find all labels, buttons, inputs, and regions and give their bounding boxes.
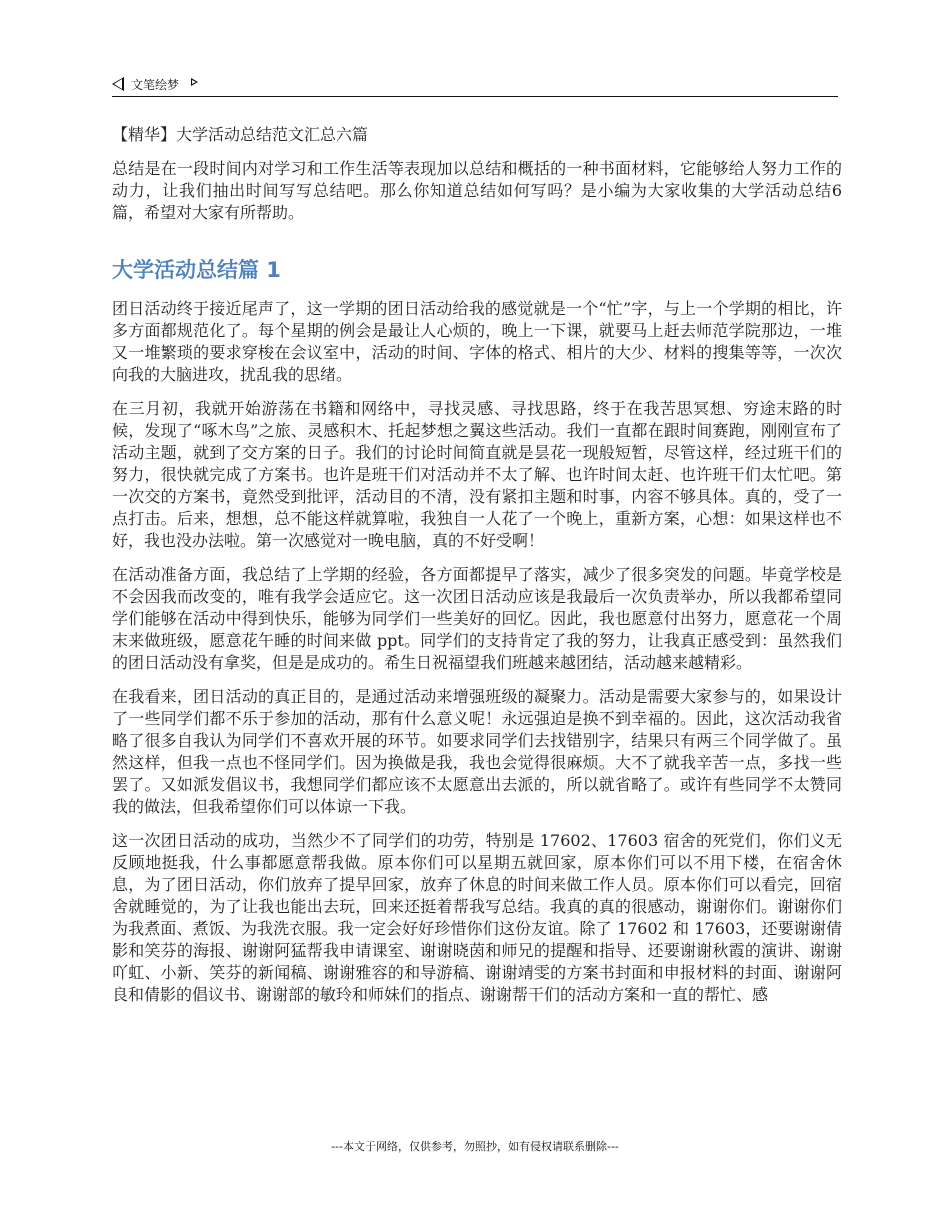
document-content <box>112 124 842 1198</box>
triangle-left-icon <box>112 77 124 91</box>
body-paragraph: 在活动准备方面，我总结了上学期的经验，各方面都提早了落实，减少了很多突发的问题。毕竟学校是不会因我而改变的，唯有我学会适应它。这一次团日活动应该是我最后一次负责举办，所以我都希望同学们能够在活动中得到快乐，能够为同学们一些美好的回忆。因此，我也愿意付出努力，愿意花一个周末来做班级，愿意花午睡的时间来做 ppt。同学们的支持肯定了我的努力，让我真正感受到：虽然我们的团日活动没有拿奖，但是是成功的。希生日祝福望我们班越来越团结，活动越来越精彩。 <box>112 565 842 672</box>
page-header <box>112 70 838 97</box>
intro-paragraph: 总结是在一段时间内对学习和工作生活等表现加以总结和概括的一种书面材料，它能够给人努力工作的动力，让我们抽出时间写写总结吧。那么你知道总结如何写吗？是小编为大家收集的大学活动总结6篇，希望对大家有所帮助。 <box>112 159 842 222</box>
section-body <box>112 298 842 1198</box>
brand-logo <box>112 75 198 93</box>
body-paragraph: 这一次团日活动的成功，当然少不了同学们的功劳，特别是 17602、17603 宿舍的死党们，你们义无反顾地挺我，什么事都愿意帮我做。原本你们可以星期五就回家，原本你们可以不用下楼，在宿舍休息，为了团日活动，你们放弃了提早回家，放弃了休息的时间来做工作人员。原本你们可以看完，回宿舍就睡觉的，为了让我也能出去玩，回来还挺着帮我写总结。我真的真的很感动，谢谢你们。谢谢你们为我煮面、煮饭、为我洗衣服。我一定会好好珍惜你们这份友谊。除了 17602 和 17603，还要谢谢倩影和笑芬的海报、谢谢阿猛帮我申请课室、谢谢晓茵和师兄的提醒和指导、还要谢谢秋霞的演讲、谢谢吖虹、小新、笑芬的新闻稿、谢谢雅容的和导游稿、谢谢靖雯的方案书封面和申报材料的封面、谢谢阿良和倩影的倡议书、谢谢部的敏玲和师妹们的指点、谢谢帮干们的活动方案和一直的帮忙、感 <box>112 831 842 1004</box>
body-paragraph: 在三月初，我就开始游荡在书籍和网络中，寻找灵感、寻找思路，终于在我苦思冥想、穷途末路的时候，发现了“啄木鸟”之旅、灵感积木、托起梦想之翼这些活动。我们一直都在跟时间赛跑，刚刚宣布了活动主题，就到了交方案的日子。我们的讨论时间简直就是昙花一现般短暂，尽管这样，经过班干们的努力，很快就完成了方案书。也许是班干们对活动并不太了解、也许时间太赶、也许班干们太忙吧。第一次交的方案书，竟然受到批评，活动目的不清，没有紧扣主题和时事，内容不够具体。真的，受了一点打击。后来，想想，总不能这样就算啦，我独自一人花了一个晚上，重新方案，心想：如果这样也不好，我也没办法啦。第一次感觉对一晚电脑，真的不好受啊！ <box>112 399 842 550</box>
page-footer: ---本文于网络，仅供参考，勿照抄，如有侵权请联系删除--- <box>331 1140 619 1153</box>
body-paragraph: 团日活动终于接近尾声了，这一学期的团日活动给我的感觉就是一个“忙”字，与上一个学期的相比，许多方面都规范化了。每个星期的例会是最让人心烦的，晚上一下课，就要马上赶去师范学院那边，一堆又一堆繁琐的要求穿梭在会议室中，活动的时间、字体的格式、相片的大少、材料的搜集等等，一次次向我的大脑进攻，扰乱我的思绪。 <box>112 299 842 384</box>
brand-name: 文笔绘梦 <box>131 77 180 92</box>
triangle-right-icon <box>191 78 198 86</box>
body-paragraph: 在我看来，团日活动的真正目的，是通过活动来增强班级的凝聚力。活动是需要大家参与的，如果设计了一些同学们都不乐于参加的活动，那有什么意义呢！永远强迫是换不到幸福的。因此，这次活动我省略了很多自我认为同学们不喜欢开展的环节。如要求同学们去找错别字，结果只有两三个同学做了。虽然这样，但我一点也不怪同学们。因为换做是我，我也会觉得很麻烦。大不了就我辛苦一点，多找一些罢了。又如派发倡议书，我想同学们都应该不太愿意出去派的，所以就省略了。或许有些同学不太赞同我的做法，但我希望你们可以体谅一下我。 <box>112 687 842 816</box>
section-heading: 大学活动总结篇 1 <box>112 258 281 282</box>
document-title: 【精华】大学活动总结范文汇总六篇 <box>112 125 369 144</box>
